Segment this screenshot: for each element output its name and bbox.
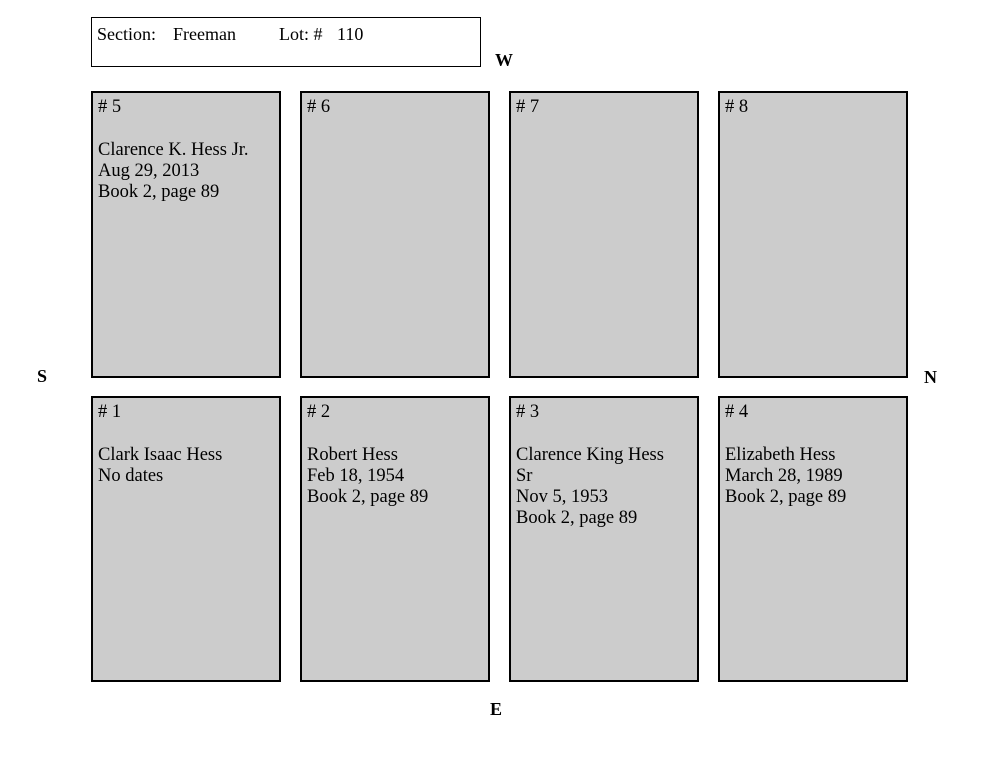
plot-number: # 3 bbox=[516, 402, 540, 422]
plot-1 bbox=[91, 396, 281, 682]
plot-details bbox=[98, 140, 279, 203]
plot-details bbox=[307, 445, 488, 508]
plot-number: # 2 bbox=[307, 402, 331, 422]
plot-detail-line: Book 2, page 89 bbox=[98, 182, 220, 202]
compass-east-label: E bbox=[490, 699, 503, 719]
plot-detail-line: Clarence K. Hess Jr. bbox=[98, 140, 249, 160]
compass-west-label: W bbox=[495, 50, 513, 70]
plot-details bbox=[725, 445, 906, 508]
plot-5 bbox=[91, 91, 281, 378]
plot-detail-line: Clarence King Hess bbox=[516, 445, 664, 465]
plot-detail-line: Sr bbox=[516, 466, 533, 486]
plot-detail-line: Elizabeth Hess bbox=[725, 445, 836, 465]
plot-details bbox=[516, 445, 697, 529]
plot-detail-line: Robert Hess bbox=[307, 445, 398, 465]
plot-4 bbox=[718, 396, 908, 682]
plot-number: # 4 bbox=[725, 402, 749, 422]
section-label: Section: bbox=[97, 24, 156, 44]
plot-details bbox=[98, 445, 279, 487]
plot-detail-line: Book 2, page 89 bbox=[307, 487, 429, 507]
section-value: Freeman bbox=[173, 24, 236, 44]
compass-north-label: N bbox=[924, 367, 937, 387]
plot-number: # 1 bbox=[98, 402, 122, 422]
plot-8 bbox=[718, 91, 908, 378]
lot-value: 110 bbox=[337, 24, 364, 44]
plot-6 bbox=[300, 91, 490, 378]
plot-number: # 6 bbox=[307, 97, 331, 117]
plot-detail-line: Feb 18, 1954 bbox=[307, 466, 405, 486]
plot-detail-line: Nov 5, 1953 bbox=[516, 487, 608, 507]
plot-detail-line: Aug 29, 2013 bbox=[98, 161, 200, 181]
plot-detail-line: Book 2, page 89 bbox=[516, 508, 638, 528]
plot-number: # 5 bbox=[98, 97, 122, 117]
plot-number: # 7 bbox=[516, 97, 540, 117]
plot-7 bbox=[509, 91, 699, 378]
plot-detail-line: No dates bbox=[98, 466, 164, 486]
plot-detail-line: Book 2, page 89 bbox=[725, 487, 847, 507]
plot-detail-line: Clark Isaac Hess bbox=[98, 445, 223, 465]
plot-3 bbox=[509, 396, 699, 682]
lot-label: Lot: # bbox=[279, 24, 323, 44]
plot-2 bbox=[300, 396, 490, 682]
section-lot-header bbox=[91, 17, 481, 67]
plot-number: # 8 bbox=[725, 97, 749, 117]
plot-detail-line: March 28, 1989 bbox=[725, 466, 843, 486]
compass-south-label: S bbox=[37, 366, 48, 386]
